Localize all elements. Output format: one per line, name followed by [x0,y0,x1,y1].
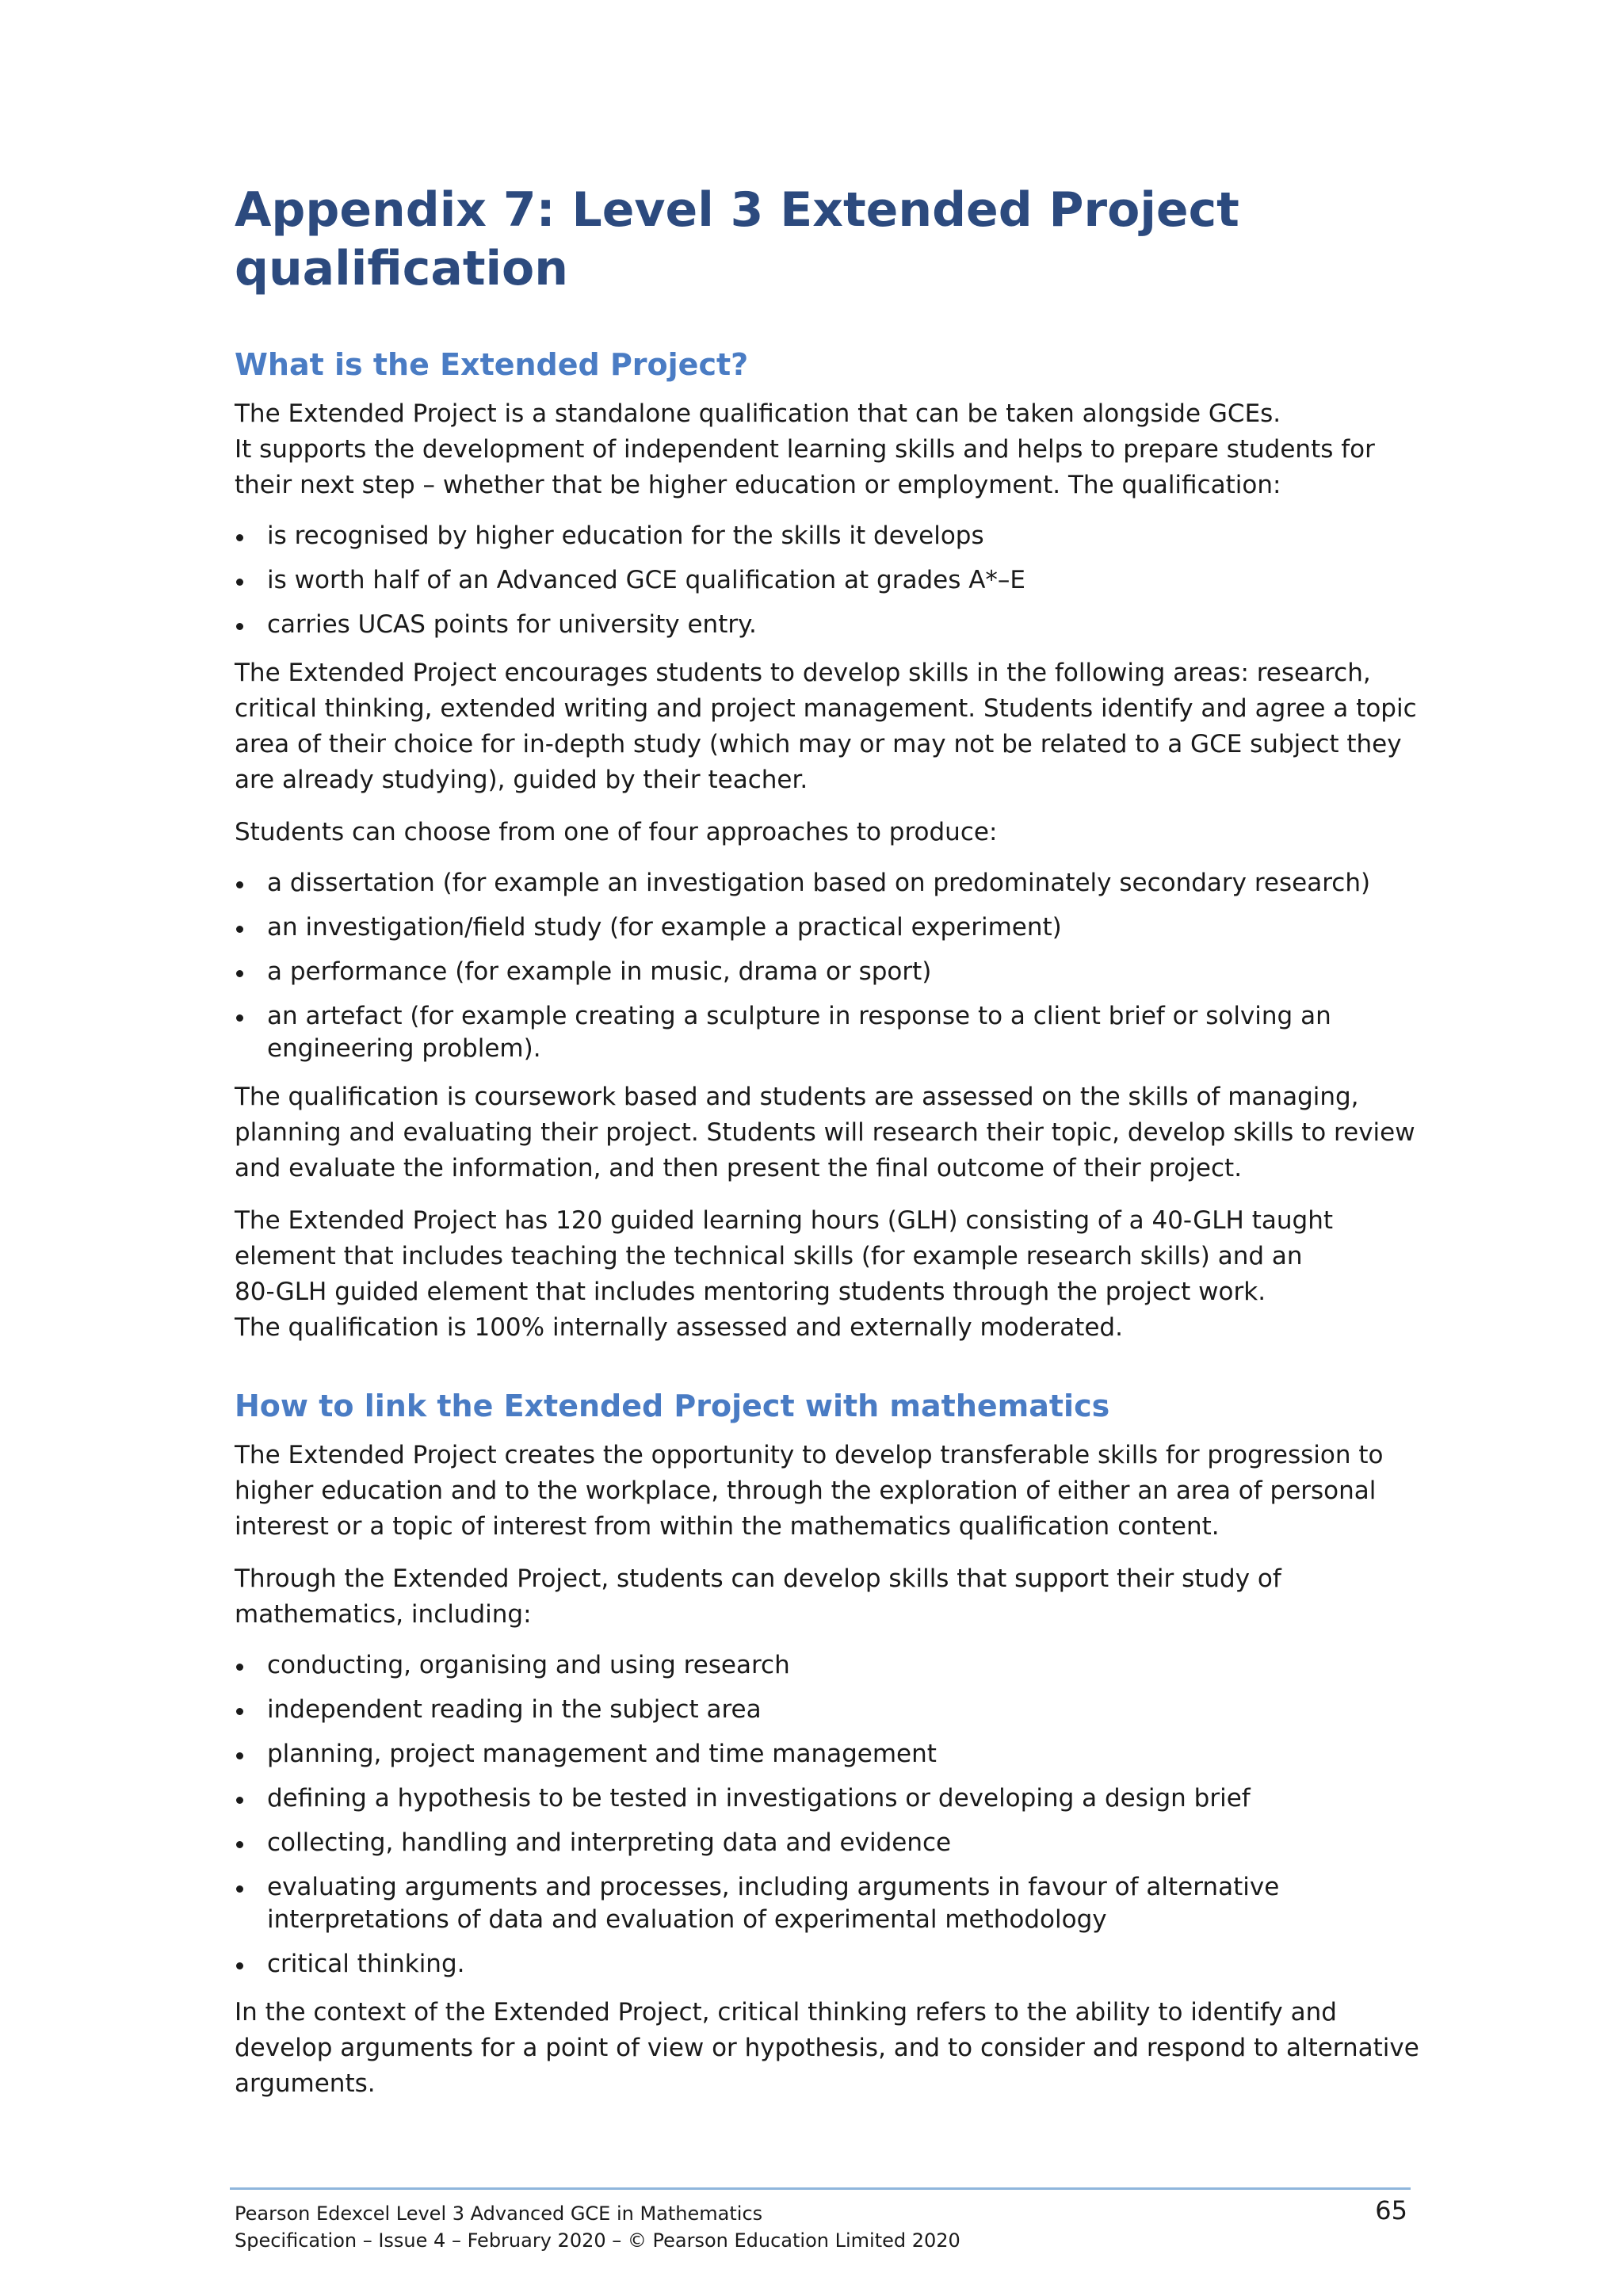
paragraph: The Extended Project has 120 guided learning hours (GLH) consisting of a 40-GLH taught element that includes teaching the technical skills (for example research skills) and an 80-GLH guided element that includes mentoring students through the project work. The qualification is 100% internally assessed and externally moderated. [235,1206,1333,1342]
paragraph: Through the Extended Project, students can develop skills that support their study of mathematics, including: [235,1564,1281,1629]
list-item: is recognised by higher education for the skills it develops [235,520,1423,552]
list-item: collecting, handling and interpreting data and evidence [235,1827,1423,1859]
section-heading-what-is: What is the Extended Project? [235,347,749,382]
list-item: defining a hypothesis to be tested in investigations or developing a design brief [235,1782,1423,1815]
bullet-list-skills [235,1649,1423,1981]
paragraph: Students can choose from one of four approaches to produce: [235,818,998,846]
footer-specification-info: Specification – Issue 4 – February 2020 – © Pearson Education Limited 2020 [235,2229,960,2252]
page-footer [235,2195,1407,2254]
list-item: evaluating arguments and processes, including arguments in favour of alternative interpretations of data and evaluation of experimental methodology [235,1871,1423,1936]
paragraph: The Extended Project creates the opportunity to develop transferable skills for progression to higher education and to the workplace, through the exploration of either an area of personal interest or a topic of interest from within the mathematics qualification content. [235,1441,1384,1541]
list-item: critical thinking. [235,1948,1423,1981]
paragraph: The qualification is coursework based and students are assessed on the skills of managing, planning and evaluating their project. Students will research their topic, develop skills to review and evaluate the information, and then present the final outcome of their project. [235,1083,1415,1182]
list-item: an investigation/field study (for example a practical experiment) [235,911,1423,944]
paragraph: The Extended Project encourages students to develop skills in the following areas: research, critical thinking, extended writing and project management. Students identify and agree a topic area of their choice for in-depth study (which may or may not be related to a GCE subject they are already studying), guided by their teacher. [235,659,1417,794]
bullet-list-qualification [235,520,1423,641]
list-item: carries UCAS points for university entry. [235,609,1423,641]
footer-divider [230,2187,1411,2190]
footer-publication-title: Pearson Edexcel Level 3 Advanced GCE in Mathematics [235,2202,763,2225]
list-item: a performance (for example in music, drama or sport) [235,956,1423,988]
page-title: Appendix 7: Level 3 Extended Project qualification [235,182,1239,296]
list-item: independent reading in the subject area [235,1694,1423,1726]
paragraph: The Extended Project is a standalone qualification that can be taken alongside GCEs. It supports the development of independent learning skills and helps to prepare students for their next step – whether that be higher education or employment. The qualification: [235,399,1375,499]
list-item: an artefact (for example creating a sculpture in response to a client brief or solving an engineering problem). [235,1000,1423,1065]
page-content [235,181,1423,2118]
section-heading-how-to-link: How to link the Extended Project with mathematics [235,1389,1110,1423]
list-item: planning, project management and time management [235,1738,1423,1771]
list-item: a dissertation (for example an investigation based on predominately secondary research) [235,867,1423,900]
list-item: conducting, organising and using research [235,1649,1423,1682]
paragraph: In the context of the Extended Project, critical thinking refers to the ability to identify and develop arguments for a point of view or hypothesis, and to consider and respond to alternative arguments. [235,1998,1419,2098]
list-item: is worth half of an Advanced GCE qualification at grades A*–E [235,564,1423,597]
page-number: 65 [1375,2195,1407,2225]
bullet-list-approaches [235,867,1423,1065]
